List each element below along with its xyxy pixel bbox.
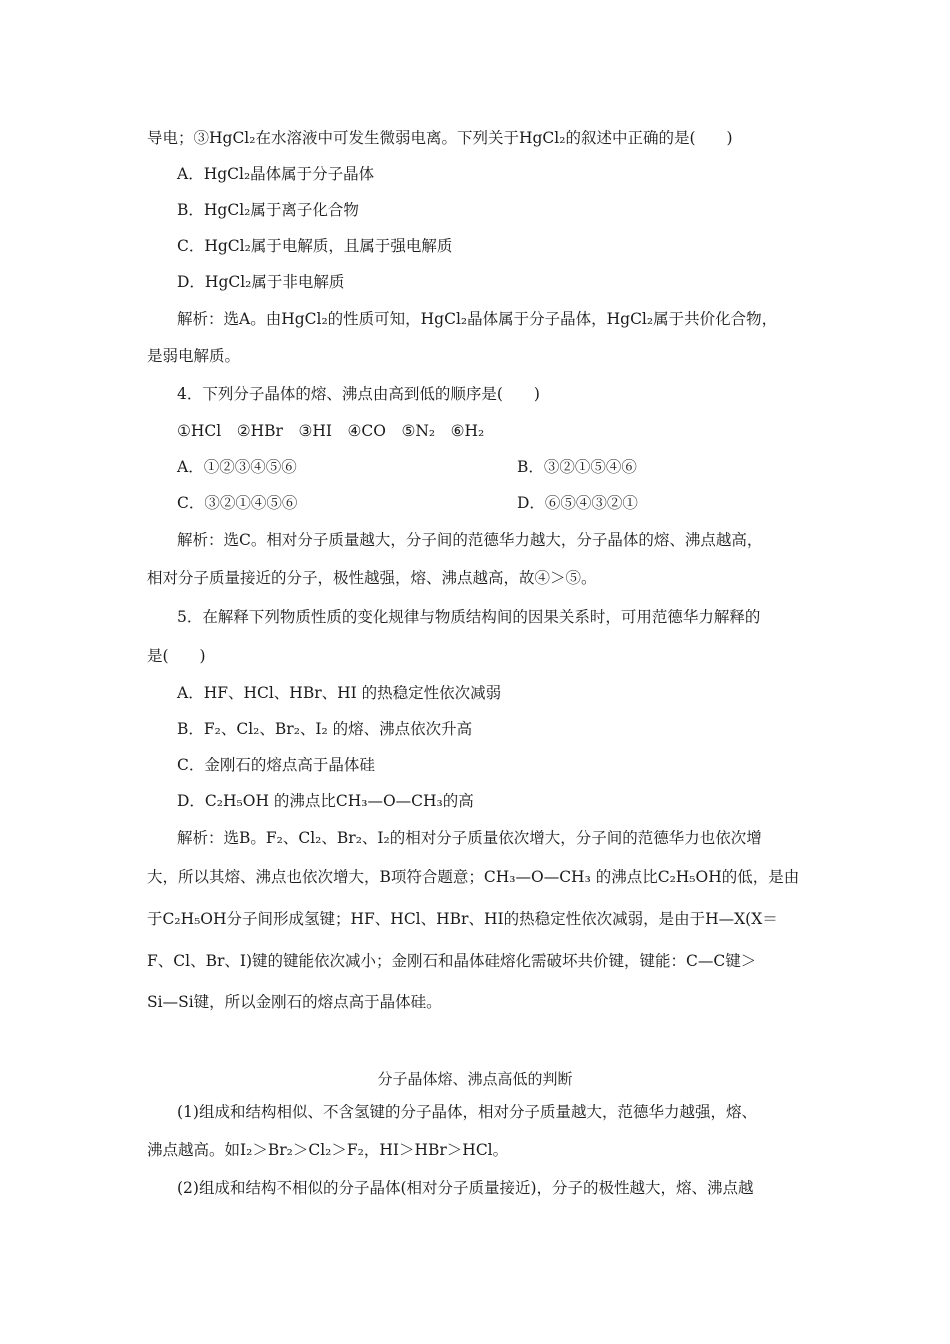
text-line: 导电；③HgCl₂在水溶液中可发生微弱电离。下列关于HgCl₂的叙述中正确的是( ) xyxy=(147,129,733,147)
answer-explanation: 解析：选B。F₂、Cl₂、Br₂、I₂的相对分子质量依次增大，分子间的范德华力也依次增 xyxy=(177,829,762,847)
option-c: C．HgCl₂属于电解质，且属于强电解质 xyxy=(177,237,453,255)
option-d: D．C₂H₅OH 的沸点比CH₃—O—CH₃的高 xyxy=(177,792,474,810)
option-b: B．HgCl₂属于离子化合物 xyxy=(177,201,359,219)
text-line: 沸点越高。如I₂＞Br₂＞Cl₂＞F₂，HI＞HBr＞HCl。 xyxy=(147,1141,509,1159)
text-line: F、Cl、Br、I)键的键能依次减小；金刚石和晶体硅熔化需破坏共价键，键能：C—C键＞ xyxy=(147,952,757,970)
rule-2: (2)组成和结构不相似的分子晶体(相对分子质量接近)，分子的极性越大，熔、沸点越 xyxy=(177,1179,754,1197)
option-b: B．F₂、Cl₂、Br₂、I₂ 的熔、沸点依次升高 xyxy=(177,720,473,738)
text-line: 相对分子质量接近的分子，极性越强，熔、沸点越高，故④＞⑤。 xyxy=(147,569,597,587)
text-line: 是弱电解质。 xyxy=(147,347,241,365)
question-4: 4．下列分子晶体的熔、沸点由高到低的顺序是( ) xyxy=(177,385,540,403)
option-d: D．⑥⑤④③②① xyxy=(517,494,638,512)
option-d: D．HgCl₂属于非电解质 xyxy=(177,273,345,291)
text-line: Si—Si键，所以金刚石的熔点高于晶体硅。 xyxy=(147,993,442,1011)
section-heading: 分子晶体熔、沸点高低的判断 xyxy=(377,1070,573,1088)
option-a: A．①②③④⑤⑥ xyxy=(177,458,297,476)
text-line: 是( ) xyxy=(147,647,206,665)
answer-explanation: 解析：选C。相对分子质量越大，分子间的范德华力越大，分子晶体的熔、沸点越高， xyxy=(177,531,763,549)
answer-explanation: 解析：选A。由HgCl₂的性质可知，HgCl₂晶体属于分子晶体，HgCl₂属于共价化合物， xyxy=(177,310,778,328)
substance-list: ①HCl ②HBr ③HI ④CO ⑤N₂ ⑥H₂ xyxy=(177,422,485,440)
option-c: C．③②①④⑤⑥ xyxy=(177,494,298,512)
text-line: 于C₂H₅OH分子间形成氢键；HF、HCl、HBr、HI的热稳定性依次减弱，是由于H—X(X＝ xyxy=(147,910,778,928)
option-a: A．HgCl₂晶体属于分子晶体 xyxy=(177,165,375,183)
option-a: A．HF、HCl、HBr、HI 的热稳定性依次减弱 xyxy=(177,684,502,702)
text-line: 大，所以其熔、沸点也依次增大，B项符合题意；CH₃—O—CH₃ 的沸点比C₂H₅OH的低，是由 xyxy=(147,868,800,886)
rule-1: (1)组成和结构相似、不含氢键的分子晶体，相对分子质量越大，范德华力越强，熔、 xyxy=(177,1103,757,1121)
option-b: B．③②①⑤④⑥ xyxy=(517,458,637,476)
question-5: 5．在解释下列物质性质的变化规律与物质结构间的因果关系时，可用范德华力解释的 xyxy=(177,608,761,626)
option-c: C．金刚石的熔点高于晶体硅 xyxy=(177,756,375,774)
